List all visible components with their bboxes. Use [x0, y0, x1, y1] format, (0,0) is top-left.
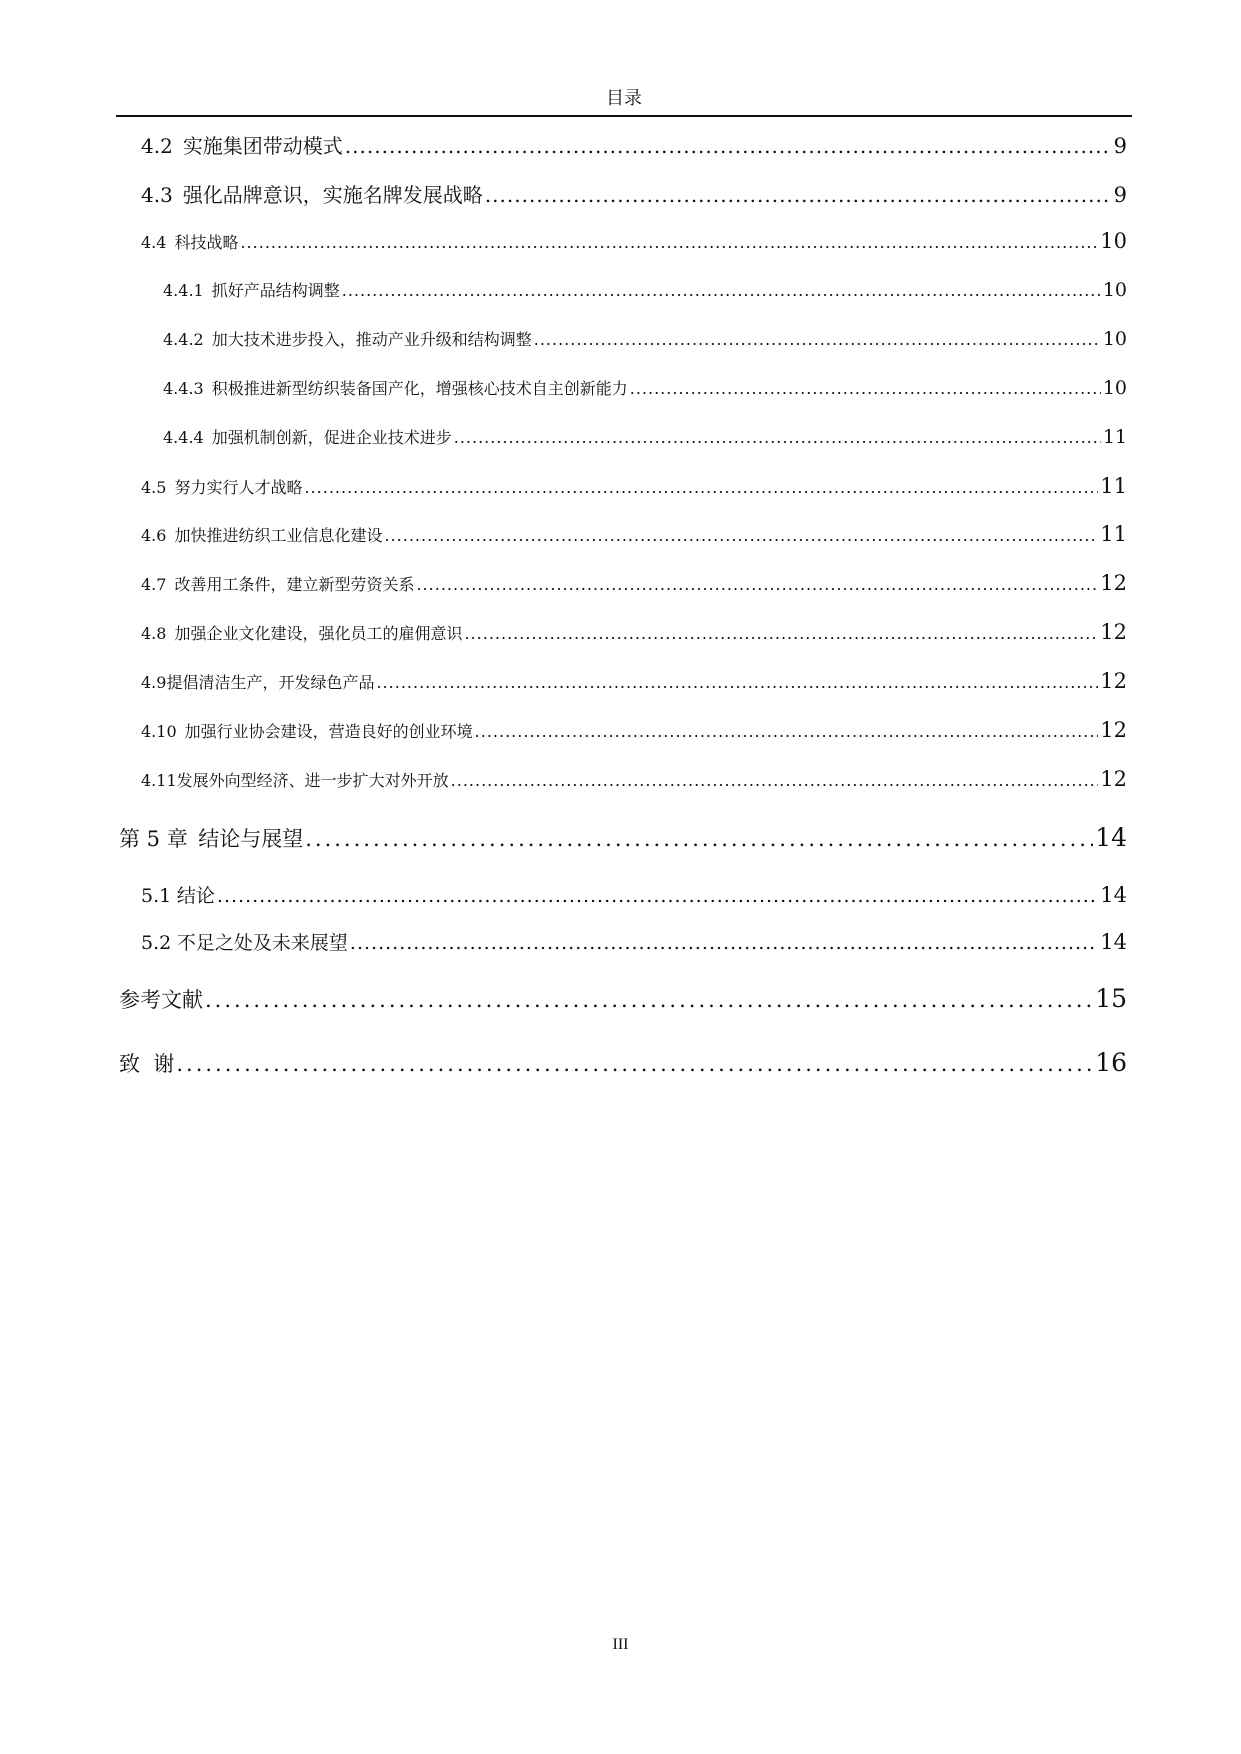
toc-entry-4-5[interactable]: [141, 474, 1127, 498]
toc-dot-leader: [304, 478, 1098, 497]
toc-entry-5-2[interactable]: [141, 928, 1127, 955]
toc-entry-number: 4.4.3: [163, 379, 204, 398]
toc-entry-page: 10: [1102, 328, 1127, 350]
toc-entry-4-4-2[interactable]: [163, 327, 1127, 350]
toc-dot-leader: [534, 330, 1101, 349]
toc-entry-title: 积极推进新型纺织装备国产化，增强核心技术自主创新能力: [211, 379, 628, 398]
toc-entry-number: 4.4: [141, 233, 167, 252]
toc-entry-4-4-3[interactable]: [163, 376, 1127, 399]
toc-entry-page: 14: [1100, 930, 1127, 954]
toc-entry-page: 12: [1100, 571, 1127, 595]
toc-entry-number: 4.4.2: [163, 330, 204, 349]
toc-entry-number: 4.10: [141, 722, 177, 741]
toc-entry-title: 结论: [176, 885, 215, 907]
toc-entry-title: 发展外向型经济、进一步扩大对外开放: [176, 771, 449, 790]
toc-entry-number: 4.6: [141, 526, 167, 545]
toc-entry-page: 12: [1100, 620, 1127, 644]
toc-entry-page: 10: [1102, 279, 1127, 301]
toc-entry-4-7[interactable]: [141, 571, 1127, 595]
toc-entry-page: 11: [1100, 474, 1127, 498]
toc-entry-number: 4.2: [141, 134, 173, 158]
toc-dot-leader: [342, 281, 1101, 300]
toc-dot-leader: [217, 885, 1098, 907]
toc-entry-page: 12: [1100, 669, 1127, 693]
toc-dot-leader: [475, 722, 1099, 741]
toc-entry-page: 11: [1100, 522, 1127, 546]
toc-entry-page: 11: [1102, 426, 1127, 448]
toc-entry-4-8[interactable]: [141, 620, 1127, 644]
toc-entry-title: 加快推进纺织工业信息化建设: [174, 526, 383, 545]
toc-entry-page: 9: [1113, 183, 1127, 207]
toc-dot-leader: [205, 988, 1093, 1012]
toc-entry-title: 不足之处及未来展望: [176, 932, 348, 954]
toc-entry-title: 加强机制创新，促进企业技术进步: [211, 428, 452, 447]
toc-entry-title: 强化品牌意识，实施名牌发展战略: [182, 183, 483, 207]
toc-entry-title: 提倡清洁生产，开发绿色产品: [166, 673, 375, 692]
toc-entry-page: 12: [1100, 718, 1127, 742]
toc-entry-acknowledgements[interactable]: [119, 1048, 1127, 1078]
toc-entry-page: 14: [1100, 883, 1127, 907]
header-rule: [116, 115, 1132, 117]
toc-entry-number: 4.11: [141, 771, 177, 790]
toc-entry-title: 科技战略: [174, 233, 239, 252]
toc-dot-leader: [451, 771, 1099, 790]
toc-entry-title: 努力实行人才战略: [174, 478, 303, 497]
toc-entry-title: 实施集团带动模式: [182, 134, 343, 158]
toc-entry-number: 4.9: [141, 673, 167, 692]
toc-entry-number: 4.5: [141, 478, 167, 497]
toc-dot-leader: [464, 624, 1098, 643]
toc-dot-leader: [485, 183, 1112, 207]
toc-entry-page: 14: [1095, 823, 1127, 852]
toc-entry-number: 4.7: [141, 575, 167, 594]
toc-dot-leader: [376, 673, 1098, 692]
toc-entry-title: 改善用工条件，建立新型劳资关系: [174, 575, 415, 594]
toc-dot-leader: [305, 827, 1093, 851]
toc-entry-number: 4.3: [141, 183, 173, 207]
toc-dot-leader: [176, 1052, 1093, 1076]
toc-entry-page: 9: [1113, 134, 1127, 158]
toc-entry-title: 加大技术进步投入，推动产业升级和结构调整: [211, 330, 532, 349]
toc-entry-number: 5.2: [141, 932, 172, 954]
toc-entry-number: 5.1: [141, 885, 172, 907]
toc-dot-leader: [350, 932, 1098, 954]
toc-entry-title: 参考文献: [119, 988, 203, 1012]
toc-dot-leader: [345, 134, 1112, 158]
toc-entry-page: 10: [1100, 229, 1127, 253]
toc-entry-title: 结论与展望: [198, 827, 304, 851]
running-header: 目录: [606, 88, 642, 109]
toc-dot-leader: [454, 428, 1101, 447]
page-number: III: [612, 1636, 629, 1653]
toc-entry-title: 加强行业协会建设，营造良好的创业环境: [184, 722, 473, 741]
toc-dot-leader: [240, 233, 1098, 252]
toc-entry-4-4-4[interactable]: [163, 425, 1127, 448]
toc-entry-4-2[interactable]: [141, 130, 1127, 159]
toc-entry-page: 15: [1095, 984, 1127, 1013]
toc-dot-leader: [630, 379, 1101, 398]
toc-entry-title: 加强企业文化建设，强化员工的雇佣意识: [174, 624, 463, 643]
toc-entry-title: 抓好产品结构调整: [211, 281, 340, 300]
toc-entry-4-3[interactable]: [141, 179, 1127, 208]
toc-entry-page: 12: [1100, 767, 1127, 791]
toc-entry-4-9[interactable]: [141, 669, 1127, 693]
toc-entry-page: 10: [1102, 377, 1127, 399]
toc-entry-number: 4.8: [141, 624, 167, 643]
toc-entry-number: 4.4.4: [163, 428, 204, 447]
toc-dot-leader: [416, 575, 1098, 594]
toc-entry-page: 16: [1095, 1048, 1127, 1077]
toc-dot-leader: [384, 526, 1098, 545]
toc-entry-number: 第 5 章: [119, 827, 188, 851]
toc-entry-5-1[interactable]: [141, 881, 1127, 908]
toc-entry-4-6[interactable]: [141, 522, 1127, 546]
toc-entry-title: 致 谢: [119, 1052, 175, 1076]
toc-entry-number: 4.4.1: [163, 281, 204, 300]
toc-entry-chapter-5[interactable]: [119, 823, 1127, 853]
toc-entry-4-4-1[interactable]: [163, 278, 1127, 301]
toc-entry-4-11[interactable]: [141, 767, 1127, 791]
toc-entry-4-4[interactable]: [141, 229, 1127, 253]
toc-entry-references[interactable]: [119, 984, 1127, 1014]
toc-entry-4-10[interactable]: [141, 718, 1127, 742]
